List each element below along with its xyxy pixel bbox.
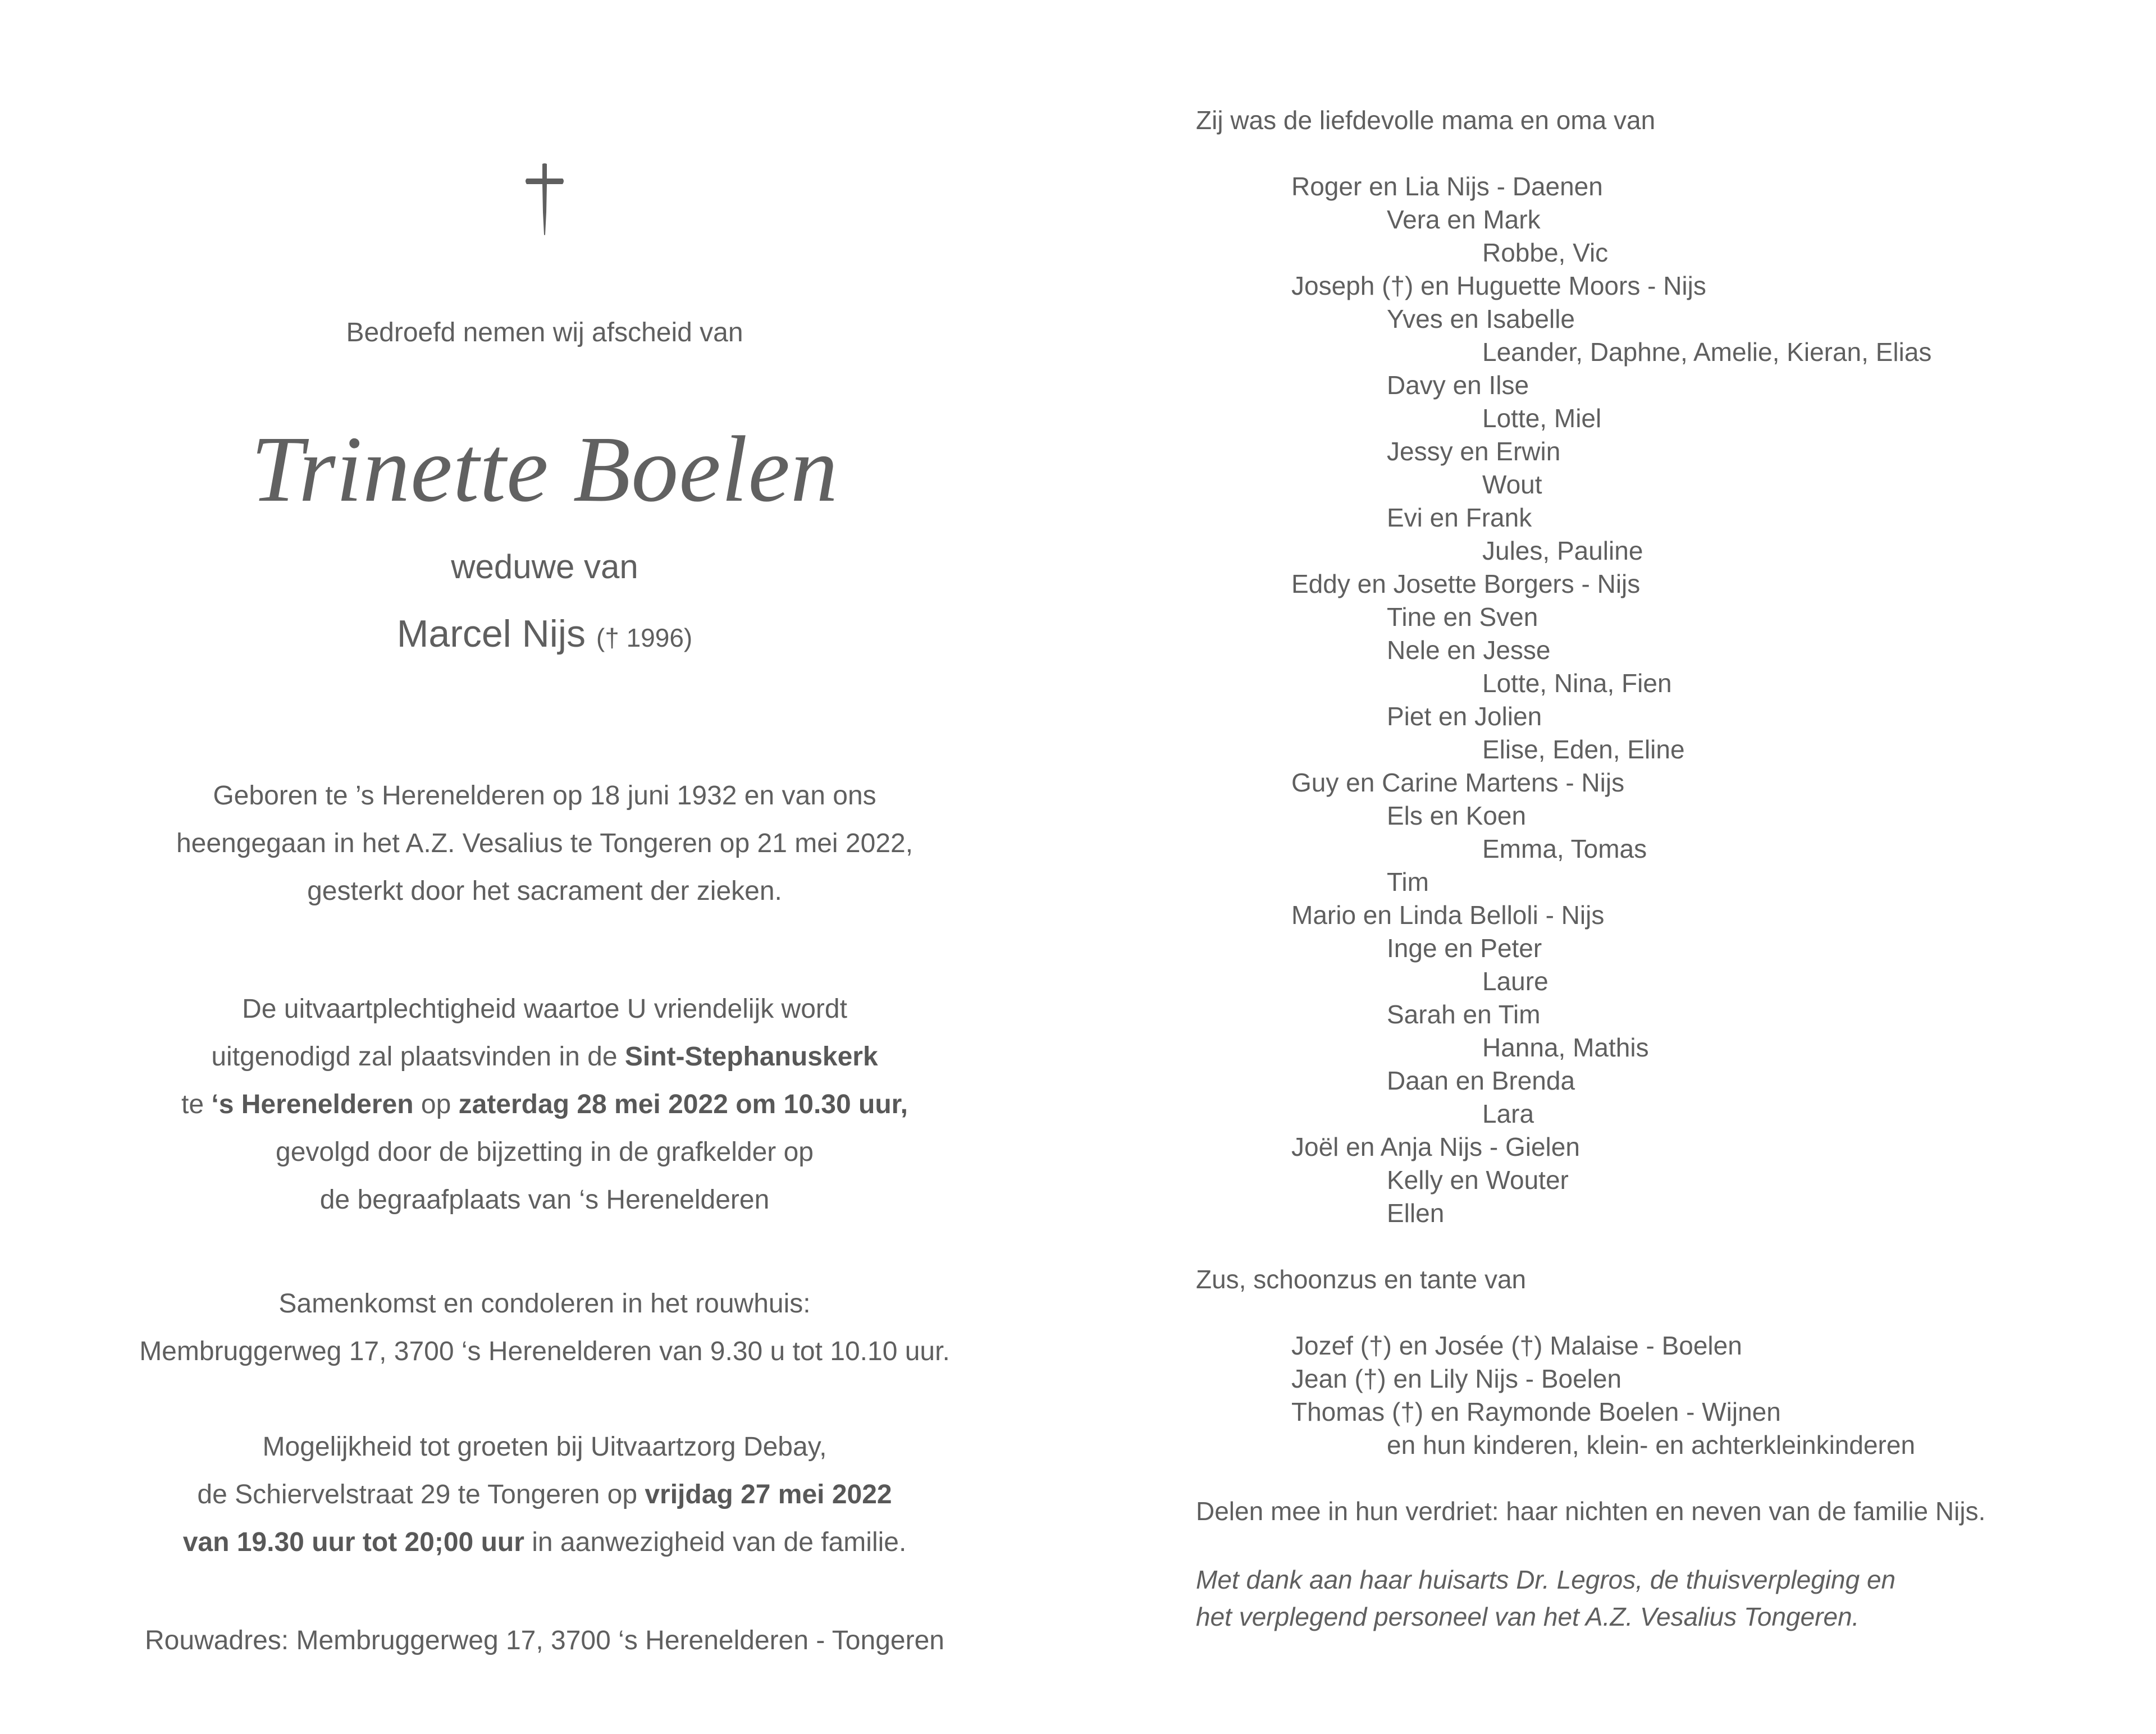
funeral-line: De uitvaartplechtigheid waartoe U vriendelijk wordt [242,994,847,1024]
thanks-line: het verplegend personeel van het A.Z. Vesalius Tongeren. [1196,1602,1860,1631]
intro-text: Bedroefd nemen wij afscheid van [346,318,743,347]
funeral-text: op [413,1090,459,1119]
widow-of-label: weduwe van [451,548,638,585]
family-member-line: Lotte, Miel [1482,404,1602,433]
family-member-line: Leander, Daphne, Amelie, Kieran, Elias [1482,337,1932,367]
funeral-line [79,1033,1011,1081]
family-member-line: Vera en Mark [1387,205,1541,234]
funeral-text: te [181,1090,212,1119]
family-member-line: Lotte, Nina, Fien [1482,669,1672,698]
funeral-place: ‘s Herenelderen [211,1090,414,1119]
family-member-line: Tine en Sven [1387,602,1538,632]
visitation-time: van 19.30 uur tot 20;00 uur [182,1527,524,1557]
family-member-line: Elise, Eden, Eline [1482,735,1685,764]
visitation-text: in aanwezigheid van de familie. [524,1527,907,1557]
mourning-address: Rouwadres: Membruggerweg 17, 3700 ‘s Herenelderen - Tongeren [145,1626,944,1655]
husband-death-note: († 1996) [596,623,693,652]
children-list [1196,170,2122,1230]
family-member-line: Daan en Brenda [1387,1066,1575,1095]
birth-death-line: heengegaan in het A.Z. Vesalius te Tongeren op 21 mei 2022, [176,829,913,858]
sibling-line: Jozef (†) en Josée (†) Malaise - Boelen [1291,1331,1742,1360]
family-member-line: Mario en Linda Belloli - Nijs [1291,900,1605,930]
gathering-line: Samenkomst en condoleren in het rouwhuis: [278,1289,811,1319]
funeral-line: gevolgd door de bijzetting in de grafkelder op [276,1137,814,1167]
family-member-line: Joseph (†) en Huguette Moors - Nijs [1291,271,1706,300]
family-member-line: Hanna, Mathis [1482,1033,1649,1062]
sibling-line: Thomas (†) en Raymonde Boelen - Wijnen [1291,1397,1781,1426]
funeral-line: de begraafplaats van ‘s Herenelderen [319,1185,770,1215]
cross-icon [522,163,567,236]
gathering-line: Membruggerweg 17, 3700 ‘s Herenelderen van 9.30 u tot 10.10 uur. [139,1337,950,1366]
family-member-line: Ellen [1387,1198,1445,1228]
family-member-line: Lara [1482,1099,1534,1128]
funeral-line [79,1081,1011,1128]
deceased-name: Trinette Boelen [250,417,839,521]
gathering-paragraph [79,1280,1011,1375]
family-member-line: Emma, Tomas [1482,834,1647,863]
husband-name: Marcel Nijs [396,612,586,655]
visitation-line [79,1471,1011,1518]
husband-name-line [79,612,1011,656]
visitation-line: Mogelijkheid tot groeten bij Uitvaartzorg Debay, [262,1432,827,1462]
visitation-date: vrijdag 27 mei 2022 [645,1480,892,1509]
birth-death-line: gesterkt door het sacrament der zieken. [307,876,782,906]
birth-death-line: Geboren te ’s Herenelderen op 18 juni 1932 en van ons [213,781,876,811]
sibling-line: en hun kinderen, klein- en achterkleinkinderen [1387,1430,1916,1460]
thanks-paragraph [1196,1561,2122,1635]
family-member-line: Joël en Anja Nijs - Gielen [1291,1132,1580,1161]
family-member-line: Wout [1482,470,1542,499]
family-member-line: Guy en Carine Martens - Nijs [1291,768,1625,797]
family-member-line: Yves en Isabelle [1387,304,1575,333]
family-member-line: Jules, Pauline [1482,536,1643,565]
family-list [1196,104,2122,1635]
family-member-line: Sarah en Tim [1387,1000,1541,1029]
family-member-line: Robbe, Vic [1482,238,1609,267]
visitation-text: de Schiervelstraat 29 te Tongeren op [197,1480,645,1509]
family-member-line: Els en Koen [1387,801,1527,830]
sibling-line: Jean (†) en Lily Nijs - Boelen [1291,1364,1622,1393]
birth-death-paragraph [79,772,1011,915]
family-member-line: Tim [1387,867,1429,896]
church-name: Sint-Stephanuskerk [624,1042,878,1072]
children-heading: Zij was de liefdevolle mama en oma van [1196,106,1656,135]
funeral-paragraph [79,985,1011,1224]
family-member-line: Jessy en Erwin [1387,437,1561,466]
siblings-heading: Zus, schoonzus en tante van [1196,1265,1527,1294]
siblings-list [1196,1329,2122,1462]
family-member-line: Evi en Frank [1387,503,1532,532]
family-member-line: Inge en Peter [1387,934,1542,963]
shared-grief-text: Delen mee in hun verdriet: haar nichten en neven van de familie Nijs. [1196,1497,1986,1526]
family-member-line: Roger en Lia Nijs - Daenen [1291,172,1603,201]
visitation-line [79,1518,1011,1566]
family-member-line: Eddy en Josette Borgers - Nijs [1291,569,1641,598]
family-member-line: Nele en Jesse [1387,635,1551,665]
family-member-line: Kelly en Wouter [1387,1165,1569,1195]
funeral-datetime: zaterdag 28 mei 2022 om 10.30 uur, [458,1090,908,1119]
visitation-paragraph [79,1423,1011,1566]
family-member-line: Piet en Jolien [1387,702,1542,731]
family-member-line: Laure [1482,967,1549,996]
family-member-line: Davy en Ilse [1387,370,1529,400]
thanks-line: Met dank aan haar huisarts Dr. Legros, de thuisverpleging en [1196,1565,1896,1594]
funeral-text: uitgenodigd zal plaatsvinden in de [211,1042,625,1072]
